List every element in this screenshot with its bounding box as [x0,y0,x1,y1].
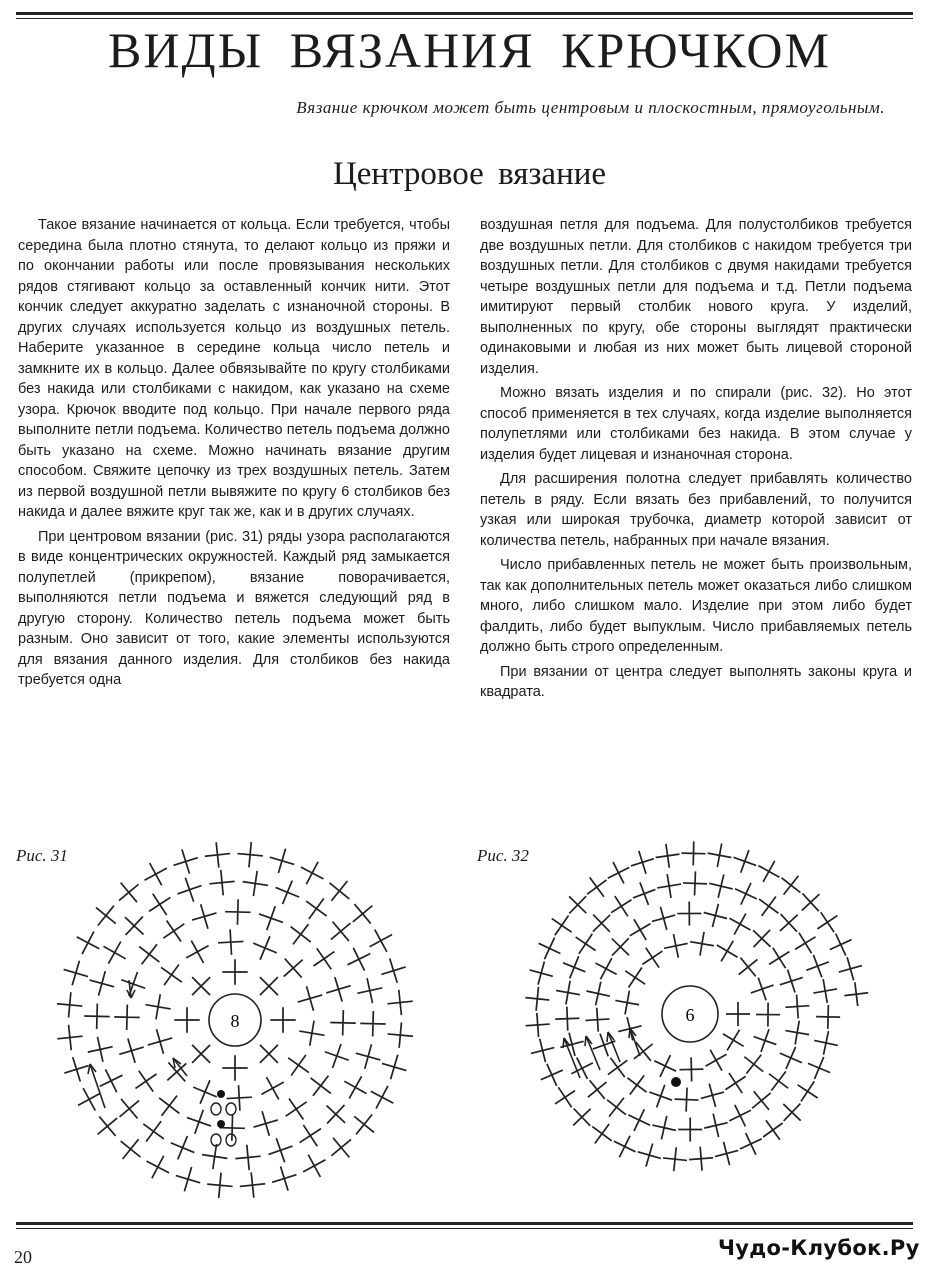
single-crochet-symbol [798,1081,818,1101]
single-crochet-symbol [240,1172,265,1197]
top-rule-thick [16,12,913,15]
single-crochet-symbol [96,906,116,926]
single-crochet-symbol [120,1099,140,1119]
single-crochet-symbol [114,1004,139,1029]
single-crochet-symbol [57,1025,82,1050]
single-crochet-symbol [163,921,184,942]
single-crochet-symbol [222,1055,247,1080]
single-crochet-symbol [261,1077,283,1099]
single-crochet-symbol [331,922,351,942]
single-crochet-symbol [193,1080,217,1104]
single-crochet-symbol [588,1080,607,1099]
single-crochet-symbol [270,849,294,873]
single-crochet-symbol [237,842,262,867]
single-crochet-symbol [360,1011,385,1036]
single-crochet-symbol [299,1021,324,1046]
single-crochet-symbol [171,1136,195,1160]
single-crochet-symbol [556,981,580,1005]
single-crochet-symbol [286,1099,307,1120]
single-crochet-symbol [638,1144,661,1167]
single-crochet-symbol [780,970,803,993]
direction-arrow [608,1032,620,1062]
single-crochet-symbol [344,1076,366,1098]
single-crochet-symbol [354,1115,374,1135]
single-crochet-symbol [756,1003,780,1027]
single-crochet-symbol [260,1045,278,1063]
single-crochet-symbol [723,1030,744,1051]
single-crochet-symbol [678,1117,702,1141]
single-crochet-symbol [149,894,170,915]
single-crochet-symbol [306,898,327,919]
single-crochet-symbol [806,955,829,978]
bottom-rule-thick [16,1222,913,1225]
single-crochet-symbol [808,1057,830,1079]
single-crochet-symbol [633,882,655,904]
bottom-rule-thin [16,1228,913,1229]
single-crochet-symbol [303,1155,325,1177]
single-crochet-symbol [690,932,714,956]
single-crochet-symbol [587,877,606,896]
single-crochet-symbol [174,1007,199,1032]
single-crochet-symbol [541,1064,563,1086]
single-crochet-symbol [226,1085,251,1110]
single-crochet-symbol [769,948,789,968]
single-crochet-symbol [611,896,631,916]
single-crochet-symbol [331,1138,351,1158]
single-crochet-symbol [270,1007,295,1032]
single-crochet-symbol [526,1013,550,1037]
slip-stitch-dot [671,1077,681,1087]
paragraph: Для расширения полотна следует прибавлять количество петель в ряду. Если вязать без прибавлений, то получится узкая или широкая трубочка, диаметр которой зависит от количества петель, набранных при начале вязания. [480,471,912,549]
single-crochet-symbol [225,899,250,924]
single-crochet-symbol [839,957,862,980]
single-crochet-symbol [161,964,182,985]
single-crochet-symbol [759,896,778,915]
single-crochet-symbol [683,871,707,895]
slip-stitch-dot [217,1090,225,1098]
single-crochet-symbol [192,1045,210,1063]
single-crochet-symbol [259,906,283,930]
single-crochet-symbol [752,1091,771,1110]
single-crochet-symbol [614,1136,636,1158]
single-crochet-symbol [539,938,561,960]
single-crochet-symbol [657,874,681,898]
paragraph: Такое вязание начинается от кольца. Если требуется, чтобы середина была плотно стянута, то делают кольцо из пряжи и по окончании работы или после провязывания нескольких рядов стягивают кольцо за оставленный кончик нити. Этот кончик следует аккуратно заделать с изнаночной стороны. В других случаях используется кольцо из воздушных петель. Наберите указанное в середине кольца число петель и замкните их в кольцо. Далее обвязывайте по кругу столбиками без накида или столбиками с накидом, как указано на схеме узора. Крючок вводите под кольцо. При начале первого ряда выполните петли подъема. Количество петель подъема должно быть указано на схеме. Можно начинать вязание другим способом. Свяжите цепочку из трех воздушных петель. Затем из первой воздушной петли вывяжите по кругу 6 столбиков без накида и далее вяжите круг так же, как и в других случаях. [18,217,450,520]
single-crochet-symbol [586,1008,610,1032]
center-ring-label: 8 [230,1011,240,1031]
single-crochet-symbol [177,878,201,902]
direction-arrow [630,1028,640,1056]
single-crochet-symbol [630,919,651,940]
single-crochet-symbol [119,883,139,903]
single-crochet-symbol [192,904,216,928]
single-crochet-symbol [207,1173,232,1198]
paragraph: При вязании от центра следует выполнять законы круга и квадрата. [480,663,912,700]
single-crochet-symbol [628,1109,650,1131]
single-crochet-symbol [330,1010,355,1035]
single-crochet-symbol [64,961,88,985]
single-crochet-symbol [284,959,303,978]
single-crochet-symbol [253,936,277,960]
single-crochet-symbol [739,958,758,977]
single-crochet-symbol [148,1029,172,1053]
single-crochet-symbol [555,1087,575,1107]
single-crochet-symbol [608,862,629,883]
single-crochet-symbol [186,941,208,963]
single-crochet-symbol [371,1086,394,1109]
single-crochet-symbol [356,1044,381,1069]
single-crochet-symbol [830,934,852,956]
single-crochet-symbol [103,941,125,963]
single-crochet-symbol [754,1029,777,1052]
single-crochet-symbol [763,1120,783,1140]
single-crochet-symbol [88,1037,113,1062]
single-crochet-symbol [817,912,837,932]
single-crochet-symbol [706,1050,727,1071]
single-crochet-symbol [326,977,350,1001]
page-number: 20 [14,1247,32,1267]
single-crochet-symbol [530,962,553,985]
single-crochet-symbol [347,948,370,971]
single-crochet-symbol [663,1147,687,1171]
single-crochet-symbol [291,924,311,944]
single-crochet-symbol [388,1022,413,1047]
single-crochet-symbol [531,1039,554,1062]
single-crochet-symbol [174,849,198,873]
single-crochet-symbol [785,1021,809,1045]
single-crochet-symbol [159,1096,179,1116]
text-column-left [18,215,450,695]
direction-arrow [90,1064,105,1108]
single-crochet-symbol [573,1108,590,1125]
single-crochet-symbol [656,844,680,868]
single-crochet-symbol [327,1105,346,1124]
single-crochet-symbol [704,904,727,927]
single-crochet-symbol [814,1031,838,1055]
single-crochet-symbol [726,1002,750,1026]
single-crochet-symbol [119,1038,143,1062]
single-crochet-symbol [272,1166,296,1190]
single-crochet-symbol [121,1139,141,1159]
single-crochet-symbol [90,971,115,996]
single-crochet-symbol [733,850,756,873]
slip-stitch-dot [217,1120,225,1128]
single-crochet-symbol [357,978,382,1003]
single-crochet-symbol [740,1133,762,1155]
single-crochet-symbol [664,934,688,958]
single-crochet-symbol [330,881,350,901]
single-crochet-symbol [785,995,809,1019]
single-crochet-symbol [735,883,757,905]
single-crochet-symbol [136,1071,157,1092]
figure-32-diagram [492,838,892,1198]
single-crochet-symbol [276,881,300,905]
single-crochet-symbol [64,1057,88,1081]
single-crochet-symbol [370,930,392,952]
text-column-right [480,215,912,707]
single-crochet-symbol [98,1116,118,1136]
single-crochet-symbol [704,1114,727,1137]
single-crochet-symbol [751,978,774,1001]
single-crochet-symbol [813,979,837,1003]
single-crochet-symbol [615,991,639,1015]
chain-stitch [226,1103,236,1115]
single-crochet-symbol [729,914,750,935]
single-crochet-symbol [689,1147,713,1171]
single-crochet-symbol [593,915,610,932]
single-crochet-symbol [243,871,268,896]
single-crochet-symbol [563,956,585,978]
single-crochet-symbol [652,1116,675,1139]
single-crochet-symbol [187,1110,211,1134]
single-crochet-symbol [552,916,572,936]
single-crochet-symbol [125,917,144,936]
single-crochet-symbol [381,959,405,983]
single-crochet-symbol [387,990,412,1015]
single-crochet-symbol [57,992,82,1017]
single-crochet-symbol [146,994,171,1019]
single-crochet-symbol [325,1044,349,1068]
single-crochet-symbol [708,843,732,867]
single-crochet-symbol [729,1105,751,1127]
single-crochet-symbol [592,1124,611,1143]
single-crochet-symbol [631,851,654,874]
single-crochet-symbol [288,1055,309,1076]
paragraph: При центровом вязании (рис. 31) ряды узора располагаются в виде концентрических окружностей. Каждый ряд замыкается полупетлей (прикрепом), вязание поворачивается, выполняются петли подъема и вяжется следующий ряд в другую сторону. Количество петель подъема может быть разным. Оно зависит от того, какие элементы используются для вязания данного изделия. Для столбиков без накида требуется одна [18,528,450,688]
single-crochet-symbol [571,1058,592,1079]
single-crochet-symbol [218,929,243,954]
single-crochet-symbol [726,1073,746,1093]
single-crochet-symbol [596,958,617,979]
paragraph: Можно вязать изделия и по спирали (рис. 32). Но этот способ применяется в тех случаях, когда изделие выполняется полупетлями или столбиками без накида. В этом случае у изделия будет лицевая и изнаночная сторона. [480,385,912,463]
single-crochet-symbol [314,948,335,969]
single-crochet-symbol [780,914,798,932]
single-crochet-symbol [744,1055,763,1074]
single-crochet-symbol [642,948,662,968]
page-title: ВИДЫ ВЯЗАНИЯ КРЮЧКОМ [108,22,831,78]
single-crochet-symbol [555,1007,579,1031]
paragraph: Число прибавленных петель не может быть произвольным, так как дополнительных петель может оказаться либо слишком много, либо слишком мало. Изделие при этом либо будет фалдить, либо будет выпуклым. Число прибавляемых петель должно быть строго определенным. [480,557,912,655]
single-crochet-symbol [576,934,596,954]
single-crochet-symbol [298,986,322,1010]
single-crochet-symbol [100,1069,123,1092]
single-crochet-symbol [783,1104,800,1121]
single-crochet-symbol [607,1098,626,1117]
single-crochet-symbol [675,1088,699,1112]
single-crochet-symbol [235,1145,260,1170]
single-crochet-symbol [260,977,278,995]
single-crochet-symbol [84,1004,109,1029]
single-crochet-symbol [612,938,629,955]
figure-31-caption: Рис. 31 [16,846,68,865]
single-crochet-symbol [625,967,645,987]
single-crochet-symbol [627,1075,646,1094]
single-crochet-symbol [701,1084,724,1107]
section-title: Центровое вязание [332,156,607,192]
single-crochet-symbol [525,987,549,1011]
single-crochet-symbol [192,977,210,995]
single-crochet-symbol [715,1142,738,1165]
site-watermark: Чудо-Клубок.Ру [718,1236,920,1260]
single-crochet-symbol [681,841,705,865]
single-crochet-symbol [652,907,675,930]
paragraph: воздушная петля для подъема. Для полустолбиков требуется две воздушных петли. Для столбиков с накидом требуется три воздушных петли. Для столбиков с двумя накидами требуется четыре воздушных петли для подъема и т.д. Петли подъема имитируют первый столбик нового круга. У изделий, выполненных по кругу, обе стороны выглядят практически одинаковыми и любая из них может быть лицевой стороной изделия. [480,217,912,377]
single-crochet-symbol [353,904,373,924]
single-crochet-symbol [78,1088,100,1110]
single-crochet-symbol [139,944,159,964]
single-crochet-symbol [143,1121,164,1142]
single-crochet-symbol [147,1156,170,1179]
single-crochet-symbol [782,876,801,895]
chain-stitch [226,1134,236,1146]
single-crochet-symbol [569,896,586,913]
single-crochet-symbol [176,1167,200,1191]
page-subtitle: Вязание крючком может быть центровым и плоскостным, прямоугольным. [296,98,885,117]
single-crochet-symbol [816,1005,840,1029]
single-crochet-symbol [219,1115,244,1140]
single-crochet-symbol [301,862,324,885]
single-crochet-symbol [382,1055,406,1079]
single-crochet-symbol [202,1144,227,1169]
single-crochet-symbol [769,1071,788,1090]
center-ring-label: 6 [685,1005,695,1025]
single-crochet-symbol [709,874,732,897]
single-crochet-symbol [654,1055,676,1077]
single-crochet-symbol [608,1058,627,1077]
single-crochet-symbol [780,1047,802,1069]
single-crochet-symbol [753,930,770,947]
single-crochet-symbol [222,959,247,984]
single-crochet-symbol [300,1125,321,1146]
single-crochet-symbol [795,933,815,953]
chain-stitch [211,1103,221,1115]
single-crochet-symbol [209,870,234,895]
single-crochet-symbol [677,901,701,925]
single-crochet-symbol [649,1085,672,1108]
single-crochet-symbol [802,893,820,911]
single-crochet-symbol [717,941,738,962]
single-crochet-symbol [586,982,609,1005]
single-crochet-symbol [268,1138,292,1162]
figure-31-diagram [35,838,435,1198]
single-crochet-symbol [311,1076,331,1096]
single-crochet-symbol [205,842,230,867]
single-crochet-symbol [253,1111,277,1135]
single-crochet-symbol [758,861,779,882]
figure-32-caption: Рис. 32 [477,846,529,865]
single-crochet-symbol [145,863,167,885]
single-crochet-symbol [679,1057,703,1081]
single-crochet-symbol [77,932,100,955]
single-crochet-symbol [844,982,868,1006]
